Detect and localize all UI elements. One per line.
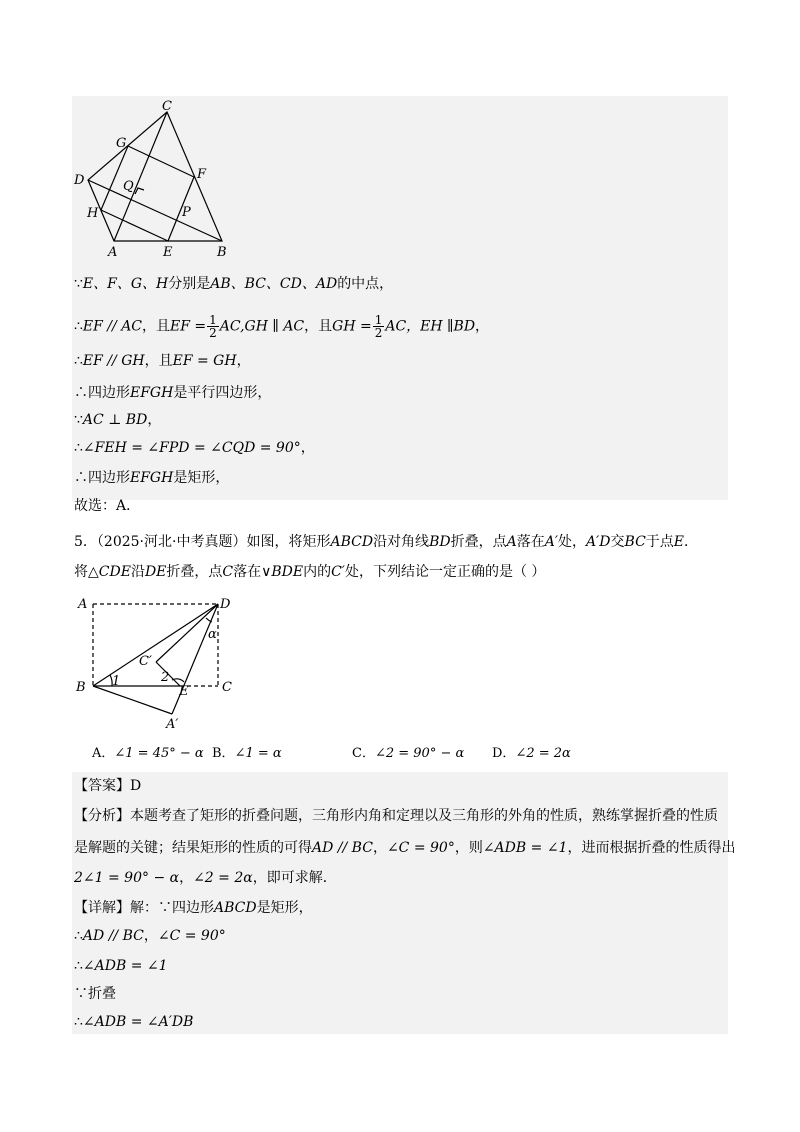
math: ∠ADB = ∠1 [482, 840, 568, 856]
fraction [373, 314, 385, 339]
diagonal-BD [88, 180, 222, 241]
detail-line-2 [74, 926, 226, 946]
text: ，且 [142, 318, 171, 335]
text: ， [179, 870, 194, 886]
math: ABCD [330, 534, 374, 550]
math: AC，EH ∥BD [385, 318, 476, 335]
label-A: A [108, 245, 118, 260]
math: EFGH [130, 385, 174, 401]
label-C-prime: C′ [139, 654, 152, 669]
analysis-label: 【分析】 [74, 808, 130, 824]
label-F: F [197, 167, 207, 182]
option-letter: B． [212, 746, 235, 761]
analysis-line-3 [74, 868, 337, 888]
frac-num: 1 [374, 313, 383, 327]
segment-BA-prime [93, 686, 172, 714]
label-Q: Q [123, 179, 134, 194]
math: A [506, 534, 517, 550]
text: ∴ [74, 318, 83, 335]
math: ∨BDE [261, 564, 304, 580]
text: 故选：A． [74, 498, 141, 514]
text: ， [475, 318, 490, 335]
text: 是矩形， [173, 470, 230, 486]
text: ∵折叠 [74, 986, 116, 1002]
text: 折叠，点 [450, 534, 507, 550]
text: 本题考查了矩形的折叠问题，三角形内角和定理以及三角形的外角的性质，熟练掌握折叠的性质 [130, 808, 718, 824]
math: AC ⊥ BD [82, 412, 148, 428]
detail-label: 【详解】 [74, 900, 130, 916]
text: ，进而根据折叠的性质得出 [567, 840, 736, 856]
math: 2∠1 = 90° − α [74, 870, 180, 886]
option-c[interactable] [352, 744, 464, 764]
text: 落在 [233, 564, 262, 580]
label-angle-2: 2 [161, 670, 170, 685]
math: BD [429, 534, 451, 550]
math: BC [624, 534, 646, 550]
text: ∴ [74, 353, 83, 369]
solution-line-7 [74, 468, 229, 488]
detail-line-4 [74, 984, 116, 1004]
math: C′ [331, 564, 345, 580]
option-letter: D． [492, 746, 516, 761]
question-source: （2025·河北·中考真题） [96, 534, 247, 550]
label-alpha: α [208, 627, 217, 642]
text: ， [300, 440, 315, 456]
text: ∵ [74, 412, 83, 428]
math: EF // AC [82, 318, 143, 335]
text: ， [147, 412, 162, 428]
label-P: P [182, 205, 191, 220]
frac-den: 2 [209, 326, 217, 340]
detail-line-1 [74, 898, 313, 918]
solution-line-5 [74, 410, 161, 430]
label-D: D [74, 173, 85, 188]
detail-line-5 [74, 1012, 193, 1032]
text: 是平行四边形， [173, 385, 272, 401]
figure-quadrilateral [72, 100, 272, 260]
text: ，且 [304, 318, 333, 335]
solution-line-1 [74, 274, 393, 294]
text: ∴ [74, 440, 83, 456]
figure-rectangle-fold [72, 590, 272, 740]
option-a[interactable] [92, 744, 204, 764]
solution-line-6 [74, 438, 315, 458]
math: ∠C = 90° [386, 840, 455, 856]
label-D: D [220, 597, 231, 612]
text: 沿对角线 [373, 534, 430, 550]
fraction [207, 314, 219, 339]
option-math: ∠1 = α [234, 746, 282, 761]
label-H: H [87, 206, 99, 221]
option-math: ∠1 = 45° − α [114, 746, 204, 761]
option-b[interactable] [212, 744, 282, 764]
text: 解：∵四边形 [130, 900, 214, 916]
math: E、F、G、H [82, 276, 169, 292]
text: ，即可求解． [252, 870, 337, 886]
answer-line [74, 776, 141, 796]
math: AC,GH ∥ AC [219, 318, 305, 335]
math: EF = [170, 318, 207, 335]
label-E: E [163, 245, 173, 260]
math: ABCD [214, 900, 257, 916]
option-math: ∠2 = 2α [515, 746, 571, 761]
text: 折叠，点 [166, 564, 223, 580]
text: 分别是 [168, 276, 211, 292]
text: ∴四边形 [74, 385, 130, 401]
text: 是解题的关键；结果矩形的性质的可得 [74, 840, 312, 856]
math: A′ [544, 534, 558, 550]
option-letter: A． [92, 746, 115, 761]
text: 的中点， [337, 276, 394, 292]
analysis-line-1 [74, 806, 718, 826]
math: EF // GH [82, 353, 145, 369]
question-5-line-1 [74, 532, 698, 552]
math: △CDE [88, 564, 131, 580]
label-A-prime: A′ [166, 717, 179, 732]
math: ∠ADB = ∠1 [82, 958, 168, 974]
text: 于点 [645, 534, 674, 550]
option-letter: C． [352, 746, 375, 761]
solution-line-4 [74, 383, 271, 403]
math: ∠2 = 2α [193, 870, 253, 886]
frac-den: 2 [374, 326, 383, 340]
text: 沿 [130, 564, 145, 580]
text: ∴ [74, 928, 83, 944]
option-d[interactable] [492, 744, 571, 764]
frac-num: 1 [209, 313, 217, 327]
text: ∵ [74, 276, 83, 292]
text: 内的 [303, 564, 332, 580]
detail-line-3 [74, 956, 168, 976]
solution-line-3 [74, 351, 251, 371]
text: 如图，将矩形 [246, 534, 331, 550]
text: 处，下列结论一定正确的是（ ） [344, 564, 546, 580]
text: ， [372, 840, 387, 856]
math: ∠ADB = ∠A′DB [82, 1014, 194, 1030]
math: AD // BC [82, 928, 144, 944]
text: ． [684, 534, 699, 550]
text: 将 [74, 564, 88, 580]
math: E [673, 534, 685, 550]
math: GH = [332, 318, 372, 335]
math: A′D [586, 534, 611, 550]
math: AD // BC [312, 840, 373, 856]
text: ， [236, 353, 251, 369]
right-angle-mark [135, 188, 144, 194]
text: ，则 [454, 840, 483, 856]
text: ∴四边形 [74, 470, 130, 486]
label-G: G [116, 136, 127, 151]
solution-line-8 [74, 496, 140, 516]
text: 是矩形， [256, 900, 313, 916]
question-5-line-2 [74, 562, 545, 582]
math: C [222, 564, 234, 580]
text: 交 [610, 534, 625, 550]
math: ∠FEH = ∠FPD = ∠CQD = 90° [82, 440, 301, 456]
label-C: C [162, 100, 172, 114]
text: ，且 [144, 353, 173, 369]
math: EFGH [130, 470, 174, 486]
math: ∠C = 90° [157, 928, 226, 944]
analysis-line-2 [74, 838, 735, 858]
math: DE [144, 564, 167, 580]
label-B: B [76, 680, 86, 695]
answer-label: 【答案】 [74, 778, 130, 794]
diagonal-AC [114, 112, 167, 241]
math: AB、BC、CD、AD [210, 276, 338, 292]
solution-line-2 [74, 314, 489, 339]
text: ∴ [74, 958, 83, 974]
label-C: C [222, 680, 232, 695]
label-B: B [217, 245, 227, 260]
text: 落在 [516, 534, 545, 550]
math: EF = GH [172, 353, 237, 369]
text: ， [143, 928, 158, 944]
question-number: 5． [74, 534, 97, 550]
label-A: A [78, 597, 88, 612]
text: ∴ [74, 1014, 83, 1030]
answer-value: D [130, 778, 142, 794]
label-E: E [179, 684, 189, 699]
text: 处， [558, 534, 586, 550]
label-angle-1: 1 [112, 674, 121, 689]
option-math: ∠2 = 90° − α [374, 746, 465, 761]
